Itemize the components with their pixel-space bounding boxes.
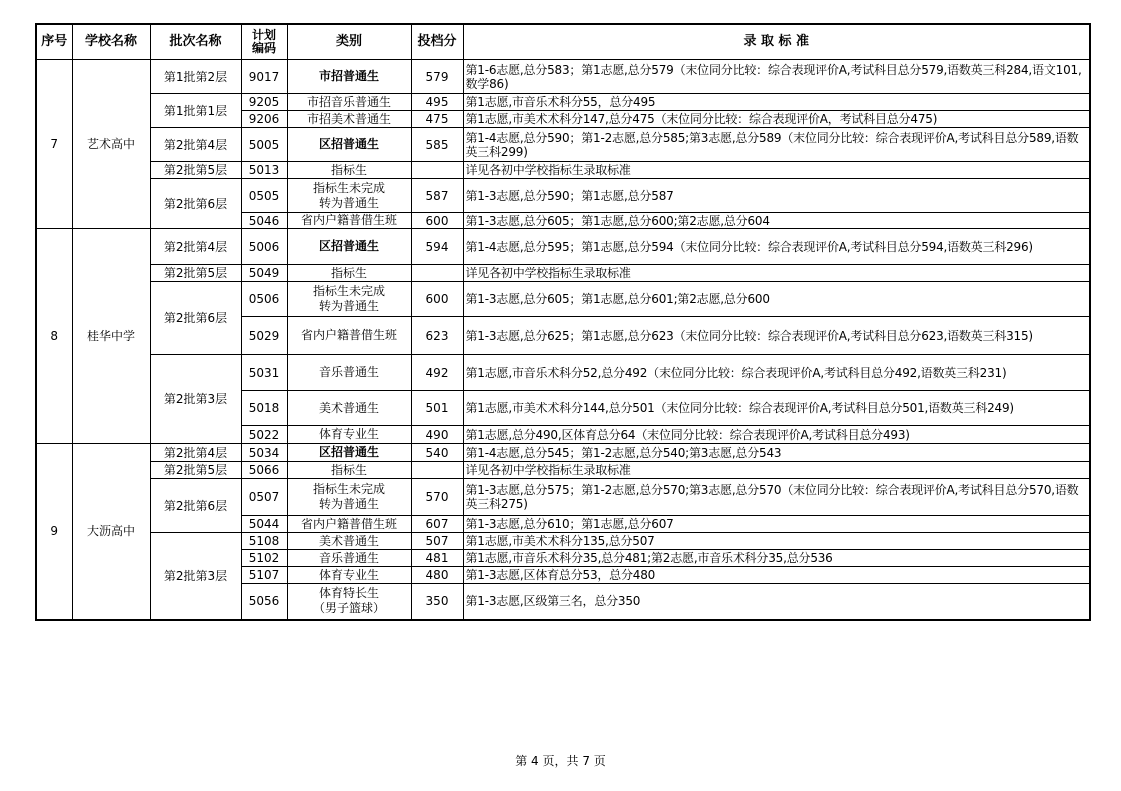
batch-cell: 第2批第3层: [150, 533, 241, 620]
plan-code-cell: 5107: [241, 567, 287, 584]
header-seq: 序号: [36, 24, 72, 60]
batch-cell: 第2批第4层: [150, 444, 241, 462]
standard-cell: 第1志愿,市音乐术科分55，总分495: [463, 94, 1090, 111]
plan-code-cell: 5102: [241, 550, 287, 567]
header-category: 类别: [287, 24, 411, 60]
batch-cell: 第2批第6层: [150, 179, 241, 229]
page-footer: 第 4 页，共 7 页: [515, 754, 606, 768]
table-row: [36, 229, 1090, 265]
category-cell: 省内户籍普借生班: [287, 516, 411, 533]
score-cell: 475: [411, 111, 463, 128]
batch-cell: 第1批第1层: [150, 94, 241, 128]
score-cell: 594: [411, 229, 463, 265]
plan-code-cell: 9205: [241, 94, 287, 111]
category-cell: 市招普通生: [287, 60, 411, 94]
standard-cell: 第1志愿,市美术术科分144,总分501（末位同分比较：综合表现评价A,考试科目总分501,语数英三科249): [463, 391, 1090, 426]
table-row: [36, 60, 1090, 94]
plan-code-cell: 5029: [241, 317, 287, 355]
category-cell: 市招美术普通生: [287, 111, 411, 128]
seq-cell: 8: [36, 229, 72, 444]
score-cell: 607: [411, 516, 463, 533]
table-row: [36, 282, 1090, 317]
score-cell: [411, 462, 463, 479]
category-cell: 指标生未完成 转为普通生: [287, 479, 411, 516]
plan-code-cell: 5005: [241, 128, 287, 162]
batch-cell: 第2批第4层: [150, 229, 241, 265]
standard-cell: 第1-3志愿,区体育总分53，总分480: [463, 567, 1090, 584]
plan-code-cell: 0506: [241, 282, 287, 317]
header-code: 计划 编码: [241, 24, 287, 60]
batch-cell: 第2批第5层: [150, 162, 241, 179]
batch-cell: 第2批第5层: [150, 265, 241, 282]
table-row: [36, 179, 1090, 213]
category-cell: 音乐普通生: [287, 355, 411, 391]
standard-cell: 第1-3志愿,总分590；第1志愿,总分587: [463, 179, 1090, 213]
standard-cell: 第1-3志愿,区级第三名，总分350: [463, 584, 1090, 620]
plan-code-cell: 9017: [241, 60, 287, 94]
category-cell: 指标生未完成 转为普通生: [287, 179, 411, 213]
standard-cell: 第1志愿,总分490,区体育总分64（末位同分比较：综合表现评价A,考试科目总分493): [463, 426, 1090, 444]
plan-code-cell: 5022: [241, 426, 287, 444]
plan-code-cell: 5018: [241, 391, 287, 426]
table-row: [36, 355, 1090, 391]
standard-cell: 第1-3志愿,总分605；第1志愿,总分601;第2志愿,总分600: [463, 282, 1090, 317]
school-name-cell: 艺术高中: [72, 60, 150, 229]
header-score: 投档分: [411, 24, 463, 60]
category-cell: 省内户籍普借生班: [287, 213, 411, 229]
plan-code-cell: 5056: [241, 584, 287, 620]
score-cell: 587: [411, 179, 463, 213]
score-cell: 570: [411, 479, 463, 516]
category-cell: 体育特长生 （男子篮球）: [287, 584, 411, 620]
plan-code-cell: 5049: [241, 265, 287, 282]
table-row: [36, 162, 1090, 179]
table-body: [36, 60, 1090, 620]
batch-cell: 第1批第2层: [150, 60, 241, 94]
score-cell: 600: [411, 282, 463, 317]
plan-code-cell: 0507: [241, 479, 287, 516]
standard-cell: 第1-4志愿,总分595；第1志愿,总分594（末位同分比较：综合表现评价A,考试科目总分594,语数英三科296): [463, 229, 1090, 265]
category-cell: 指标生: [287, 162, 411, 179]
category-cell: 省内户籍普借生班: [287, 317, 411, 355]
category-cell: 区招普通生: [287, 444, 411, 462]
batch-cell: 第2批第6层: [150, 479, 241, 533]
category-cell: 区招普通生: [287, 128, 411, 162]
standard-cell: 第1-4志愿,总分590；第1-2志愿,总分585;第3志愿,总分589（末位同分比较：综合表现评价A,考试科目总分589,语数英三科299): [463, 128, 1090, 162]
standard-cell: 第1-3志愿,总分625；第1志愿,总分623（末位同分比较：综合表现评价A,考试科目总分623,语数英三科315): [463, 317, 1090, 355]
seq-cell: 7: [36, 60, 72, 229]
plan-code-cell: 5108: [241, 533, 287, 550]
standard-cell: 第1志愿,市音乐术科分52,总分492（末位同分比较：综合表现评价A,考试科目总分492,语数英三科231): [463, 355, 1090, 391]
score-cell: [411, 162, 463, 179]
category-cell: 美术普通生: [287, 533, 411, 550]
school-name-cell: 桂华中学: [72, 229, 150, 444]
standard-cell: 第1-4志愿,总分545；第1-2志愿,总分540;第3志愿,总分543: [463, 444, 1090, 462]
score-cell: 623: [411, 317, 463, 355]
category-cell: 市招音乐普通生: [287, 94, 411, 111]
plan-code-cell: 5006: [241, 229, 287, 265]
category-cell: 体育专业生: [287, 567, 411, 584]
plan-code-cell: 5066: [241, 462, 287, 479]
table-row: [36, 265, 1090, 282]
table-row: [36, 94, 1090, 111]
score-cell: 492: [411, 355, 463, 391]
standard-cell: 第1志愿,市美术术科分135,总分507: [463, 533, 1090, 550]
score-cell: 495: [411, 94, 463, 111]
plan-code-cell: 5044: [241, 516, 287, 533]
standard-cell: 详见各初中学校指标生录取标准: [463, 162, 1090, 179]
table-row: [36, 462, 1090, 479]
score-cell: 585: [411, 128, 463, 162]
plan-code-cell: 9206: [241, 111, 287, 128]
seq-cell: 9: [36, 444, 72, 620]
plan-code-cell: 5031: [241, 355, 287, 391]
standard-cell: 第1-3志愿,总分605；第1志愿,总分600;第2志愿,总分604: [463, 213, 1090, 229]
table-row: [36, 533, 1090, 550]
plan-code-cell: 5013: [241, 162, 287, 179]
score-cell: 600: [411, 213, 463, 229]
plan-code-cell: 5034: [241, 444, 287, 462]
batch-cell: 第2批第4层: [150, 128, 241, 162]
score-cell: 540: [411, 444, 463, 462]
category-cell: 指标生: [287, 462, 411, 479]
standard-cell: 详见各初中学校指标生录取标准: [463, 462, 1090, 479]
category-cell: 体育专业生: [287, 426, 411, 444]
table-row: [36, 128, 1090, 162]
standard-cell: 详见各初中学校指标生录取标准: [463, 265, 1090, 282]
header-row: [36, 24, 1090, 60]
standard-cell: 第1-3志愿,总分610；第1志愿,总分607: [463, 516, 1090, 533]
score-cell: 481: [411, 550, 463, 567]
score-cell: 350: [411, 584, 463, 620]
batch-cell: 第2批第6层: [150, 282, 241, 355]
score-cell: [411, 265, 463, 282]
category-cell: 指标生: [287, 265, 411, 282]
standard-cell: 第1志愿,市美术术科分147,总分475（末位同分比较：综合表现评价A，考试科目总分475): [463, 111, 1090, 128]
header-batch: 批次名称: [150, 24, 241, 60]
score-cell: 490: [411, 426, 463, 444]
score-cell: 501: [411, 391, 463, 426]
school-name-cell: 大沥高中: [72, 444, 150, 620]
score-cell: 579: [411, 60, 463, 94]
category-cell: 美术普通生: [287, 391, 411, 426]
standard-cell: 第1-3志愿,总分575；第1-2志愿,总分570;第3志愿,总分570（末位同分比较：综合表现评价A,考试科目总分570,语数英三科275): [463, 479, 1090, 516]
standard-cell: 第1-6志愿,总分583；第1志愿,总分579（末位同分比较：综合表现评价A,考试科目总分579,语数英三科284,语文101,数学86): [463, 60, 1090, 94]
category-cell: 音乐普通生: [287, 550, 411, 567]
category-cell: 区招普通生: [287, 229, 411, 265]
batch-cell: 第2批第3层: [150, 355, 241, 444]
score-cell: 507: [411, 533, 463, 550]
category-cell: 指标生未完成 转为普通生: [287, 282, 411, 317]
plan-code-cell: 5046: [241, 213, 287, 229]
header-standard: 录 取 标 准: [463, 24, 1090, 60]
standard-cell: 第1志愿,市音乐术科分35,总分481;第2志愿,市音乐术科分35,总分536: [463, 550, 1090, 567]
header-school: 学校名称: [72, 24, 150, 60]
admission-table: [35, 23, 1091, 621]
table-row: [36, 479, 1090, 516]
table-row: [36, 444, 1090, 462]
plan-code-cell: 0505: [241, 179, 287, 213]
batch-cell: 第2批第5层: [150, 462, 241, 479]
score-cell: 480: [411, 567, 463, 584]
